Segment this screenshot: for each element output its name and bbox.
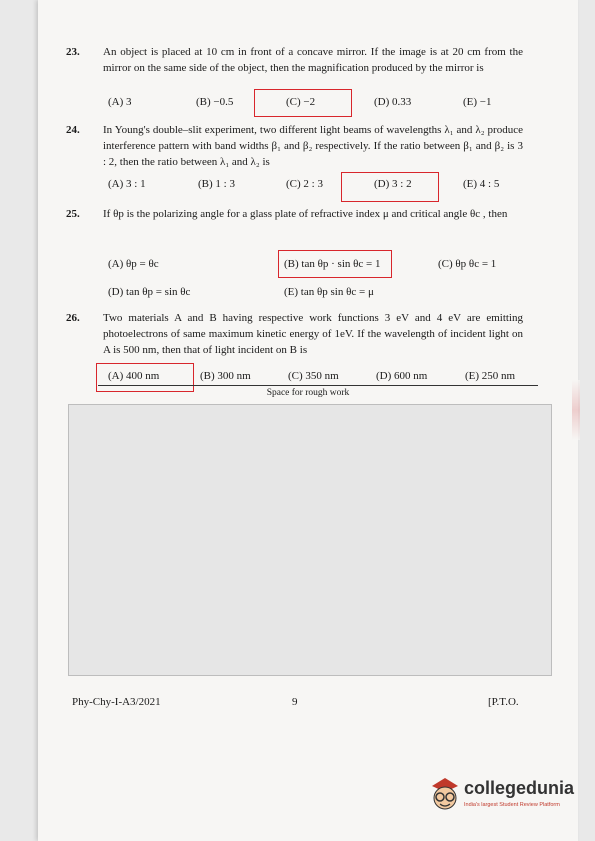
option-e: (E) 250 nm <box>465 370 516 382</box>
option-a: (A) 3 : 1 <box>108 178 146 190</box>
logo-tagline: India's largest Student Review Platform <box>464 802 560 808</box>
mascot-icon <box>428 774 462 814</box>
option-d: (D) tan θp = sin θc <box>108 286 191 298</box>
collegedunia-logo <box>428 772 575 822</box>
option-c: (C) θp θc = 1 <box>438 258 497 270</box>
answer-highlight-box <box>278 250 392 278</box>
question-text: Two materials A and B having respective work functions 3 eV and 4 eV are emitting photoelectrons of same maximum kinetic energy of 1eV. If the wavelength of incident light on A is 500 nm, then that of light incident on B is <box>103 312 523 356</box>
option-b: (B) 300 nm <box>200 370 251 382</box>
question-number: 23. <box>66 46 80 58</box>
question-number: 24. <box>66 124 80 136</box>
option-a: (A) 3 <box>108 96 132 108</box>
option-d: (D) 3 : 2 <box>374 178 412 190</box>
option-e: (E) tan θp sin θc = μ <box>284 286 374 298</box>
divider-line <box>98 385 538 386</box>
option-d: (D) 0.33 <box>374 96 412 108</box>
rough-work-area <box>68 404 552 676</box>
option-e: (E) 4 : 5 <box>463 178 500 190</box>
question-number: 25. <box>66 208 80 220</box>
option-c: (C) −2 <box>286 96 316 108</box>
question-number: 26. <box>66 312 80 324</box>
option-d: (D) 600 nm <box>376 370 428 382</box>
exam-page <box>38 0 578 841</box>
page-edge-stain <box>572 380 580 440</box>
option-b: (B) tan θp · sin θc = 1 <box>284 258 381 270</box>
paper-code: Phy-Chy-I-A3/2021 <box>72 696 161 708</box>
question-text: In Young's double–slit experiment, two different light beams of wavelengths λ₁ and λ₂ produce interference pattern with band widths β₁ and β₂ respectively. If the ratio between β₁ and β₂ is 3 : 2, then the ratio between λ₁ and λ₂ is <box>103 124 523 168</box>
option-c: (C) 350 nm <box>288 370 339 382</box>
answer-highlight-box <box>254 89 352 117</box>
option-b: (B) 1 : 3 <box>198 178 235 190</box>
question-text: An object is placed at 10 cm in front of a concave mirror. If the image is at 20 cm from the mirror on the same side of the object, then the magnification produced by the mirror is <box>103 46 523 74</box>
pto-label: [P.T.O. <box>488 696 519 708</box>
question-text: If θp is the polarizing angle for a glass plate of refractive index μ and critical angle θc , then <box>103 208 508 220</box>
option-e: (E) −1 <box>463 96 492 108</box>
answer-highlight-box <box>341 172 439 202</box>
option-a: (A) θp = θc <box>108 258 159 270</box>
logo-wordmark: collegedunia <box>464 778 575 798</box>
rough-work-label: Space for rough work <box>266 388 350 398</box>
page-number: 9 <box>292 696 298 708</box>
option-c: (C) 2 : 3 <box>286 178 323 190</box>
option-b: (B) −0.5 <box>196 96 234 108</box>
option-a: (A) 400 nm <box>108 370 160 382</box>
